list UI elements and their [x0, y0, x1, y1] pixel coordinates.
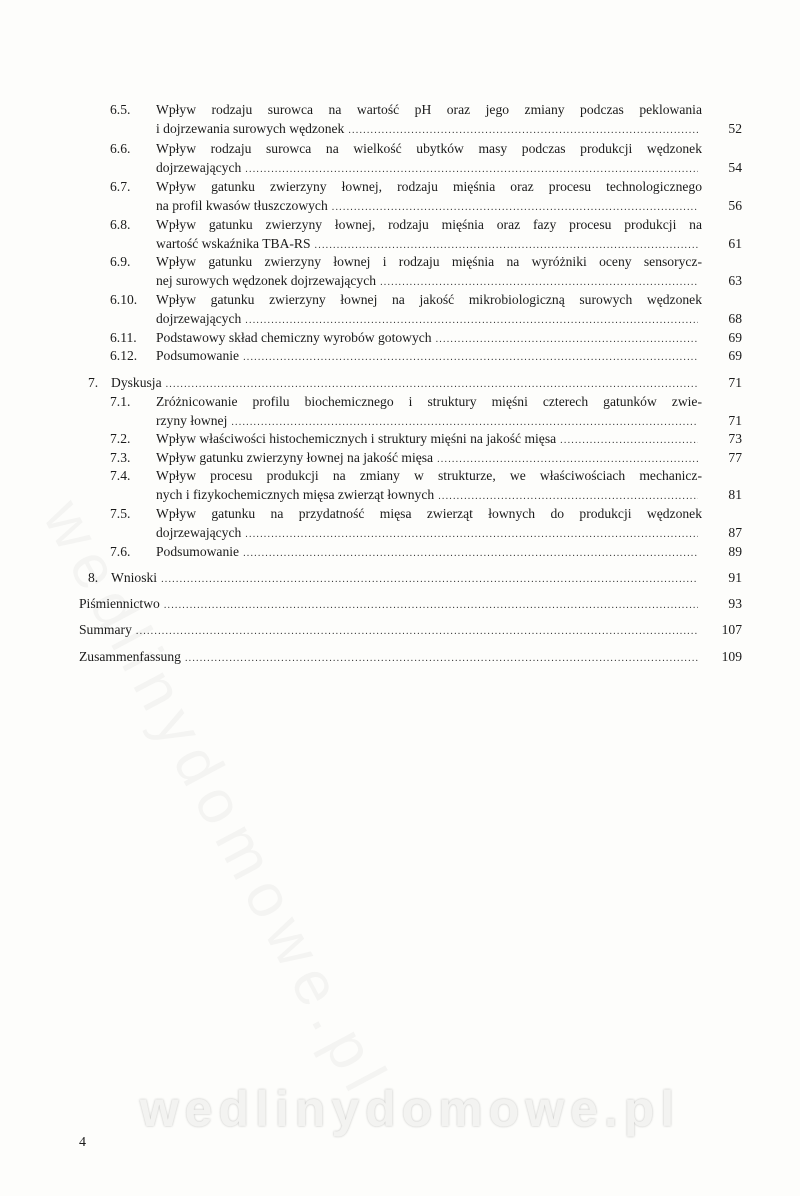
- toc-entry-title: Piśmiennictwo: [79, 596, 160, 611]
- toc-entry-title: i dojrzewania surowych wędzonek: [156, 121, 345, 136]
- toc-page-number: 93: [728, 596, 742, 611]
- toc-page-number: 56: [728, 198, 742, 213]
- toc-entry-title-last-line: [79, 594, 702, 615]
- toc-entry: [0, 620, 800, 639]
- toc-entry: [0, 346, 800, 365]
- toc-entry: [0, 100, 800, 138]
- toc-entry-number: 6.11.: [110, 330, 137, 345]
- toc-entry-title-last-line: [111, 373, 702, 394]
- toc-page-number: 71: [728, 413, 742, 428]
- toc-entry: [0, 252, 800, 290]
- toc-entry-title: Podsumowanie: [156, 544, 240, 559]
- toc-entry: [0, 290, 800, 328]
- toc-entry-title: dojrzewających: [156, 525, 242, 540]
- toc-entry-title: nej surowych wędzonek dojrzewających: [156, 273, 377, 288]
- toc-entry: [0, 328, 800, 347]
- toc-page-number: 69: [728, 330, 742, 345]
- toc-entry-number: 6.12.: [110, 348, 138, 363]
- toc-entry-title-last-line: [156, 346, 702, 367]
- toc-entry-title: Wpływ właściwości histochemicznych i struktury mięśni na jakość mięsa: [156, 431, 557, 446]
- toc-page-number: 71: [728, 375, 742, 390]
- toc-page-number: 77: [728, 450, 742, 465]
- toc-entry-title: Summary: [79, 622, 132, 637]
- toc-entry-title: Dyskusja: [111, 375, 162, 390]
- toc-entry-number: 7.1.: [110, 394, 131, 409]
- toc-entry-number: 6.5.: [110, 102, 131, 117]
- bottom-watermark: wedlinydomowe.pl: [139, 1081, 681, 1137]
- toc-entry: [0, 466, 800, 504]
- toc-page-number: 61: [728, 236, 742, 251]
- toc-page-number: 52: [728, 121, 742, 136]
- toc-entry-title-last-line: [156, 196, 702, 217]
- toc-entry-title-line: Wpływ rodzaju surowca na wartość pH oraz jego zmiany podczas peklowania: [156, 102, 702, 117]
- toc-entry-title: wartość wskaźnika TBA-RS: [156, 236, 311, 251]
- toc-entry-number: 6.6.: [110, 141, 131, 156]
- dot-leader: [185, 649, 698, 668]
- toc-entry-title-last-line: [156, 119, 702, 140]
- toc-entry-title-last-line: [111, 568, 702, 589]
- toc-entry: [0, 392, 800, 430]
- toc-entry-number: 6.10.: [110, 292, 138, 307]
- toc-entry-title: Wpływ gatunku zwierzyny łownej na jakość mięsa: [156, 450, 434, 465]
- toc-page-number: 54: [728, 160, 742, 175]
- toc-page-number: 63: [728, 273, 742, 288]
- toc-entry-title: na profil kwasów tłuszczowych: [156, 198, 328, 213]
- toc-entry: [0, 429, 800, 448]
- toc-entry-title: rzyny łownej: [156, 413, 228, 428]
- toc-entry-title-line: Wpływ gatunku zwierzyny łownej, rodzaju mięśnia oraz fazy procesu produkcji na: [156, 217, 702, 232]
- toc-entry-title-last-line: [156, 271, 702, 292]
- toc-entry-title-line: Wpływ gatunku zwierzyny łownej, rodzaju mięśnia oraz procesu technologicznego: [156, 179, 702, 194]
- dot-leader: [136, 622, 698, 641]
- toc-entry-title-last-line: [156, 542, 702, 563]
- toc-entry-title-last-line: [156, 309, 702, 330]
- dot-leader: [348, 121, 698, 140]
- toc-page-number: 87: [728, 525, 742, 540]
- toc-entry-title: Podstawowy skład chemiczny wyrobów gotowych: [156, 330, 432, 345]
- dot-leader: [243, 348, 698, 367]
- toc-entry-title-line: Zróżnicowanie profilu biochemicznego i struktury mięśni czterech gatunków zwie-: [156, 394, 702, 409]
- toc-entry: [0, 542, 800, 561]
- toc-entry: [0, 594, 800, 613]
- toc-entry: [0, 215, 800, 253]
- toc-entry: [0, 647, 800, 666]
- toc-entry: [0, 568, 800, 587]
- toc-entry-number: 7.6.: [110, 544, 131, 559]
- toc-entry-number: 6.8.: [110, 217, 131, 232]
- toc-entry-number: 7.4.: [110, 468, 131, 483]
- toc-entry-title-last-line: [79, 620, 702, 641]
- toc-entry-title: dojrzewających: [156, 311, 242, 326]
- toc-page-number: 89: [728, 544, 742, 559]
- toc-entry: [0, 504, 800, 542]
- toc-entry-number: 8.: [88, 570, 99, 585]
- dot-leader: [164, 596, 698, 615]
- toc-entry-number: 7.5.: [110, 506, 131, 521]
- toc-page-number: 109: [721, 649, 742, 664]
- toc-entry-title: Wnioski: [111, 570, 158, 585]
- toc-entry: [0, 448, 800, 467]
- toc-entry-number: 7.2.: [110, 431, 131, 446]
- toc-entry-title-line: Wpływ rodzaju surowca na wielkość ubytków masy podczas produkcji wędzonek: [156, 141, 702, 156]
- toc-page-number: 73: [728, 431, 742, 446]
- dot-leader: [161, 570, 698, 589]
- toc-page-number: 69: [728, 348, 742, 363]
- toc-entry-number: 7.3.: [110, 450, 131, 465]
- page-number-footer: 4: [79, 1135, 86, 1150]
- toc-entry: [0, 139, 800, 177]
- toc-entry-title: nych i fizykochemicznych mięsa zwierząt łownych: [156, 487, 435, 502]
- toc-entry-title-line: Wpływ gatunku zwierzyny łownej i rodzaju mięśnia na wyróżniki oceny sensorycz-: [156, 254, 702, 269]
- toc-entry-number: 6.7.: [110, 179, 131, 194]
- toc-entry-number: 7.: [88, 375, 99, 390]
- toc-entry-title: dojrzewających: [156, 160, 242, 175]
- toc-entry-title-last-line: [156, 429, 702, 450]
- toc-page-number: 91: [728, 570, 742, 585]
- toc-entry-title-last-line: [156, 523, 702, 544]
- toc-entry-title-last-line: [156, 158, 702, 179]
- toc-page-number: 107: [721, 622, 742, 637]
- toc-entry-title-last-line: [79, 647, 702, 668]
- toc-entry: [0, 373, 800, 392]
- dot-leader: [243, 544, 698, 563]
- toc-entry-title: Podsumowanie: [156, 348, 240, 363]
- toc-entry: [0, 177, 800, 215]
- toc-entry-title-last-line: [156, 485, 702, 506]
- toc-entry-title: Zusammenfassung: [79, 649, 181, 664]
- toc-page-number: 68: [728, 311, 742, 326]
- toc-page-number: 81: [728, 487, 742, 502]
- toc-entry-number: 6.9.: [110, 254, 131, 269]
- toc-entry-title-line: Wpływ gatunku zwierzyny łownej na jakość mikrobiologiczną surowych wędzonek: [156, 292, 702, 307]
- toc-entry-title-line: Wpływ procesu produkcji na zmiany w strukturze, we właściwościach mechanicz-: [156, 468, 702, 483]
- toc-entry-title-line: Wpływ gatunku na przydatność mięsa zwierząt łownych do produkcji wędzonek: [156, 506, 702, 521]
